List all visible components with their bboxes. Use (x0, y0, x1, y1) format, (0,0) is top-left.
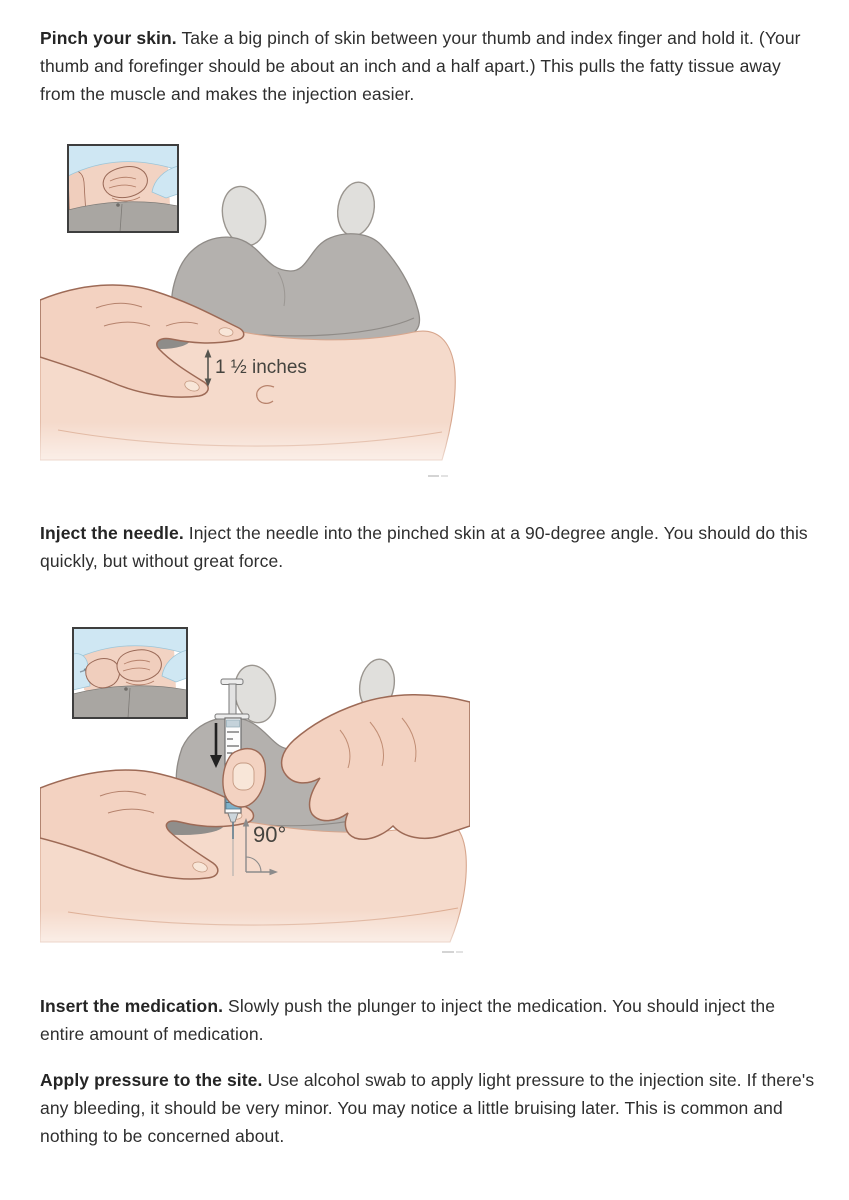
step-2-body: Inject the needle into the pinched skin at a 90-degree angle. You should do this quickly, but without great force. (40, 523, 808, 571)
step-apply-pressure (40, 1066, 815, 1150)
fade-overlay (40, 422, 460, 490)
figure-pinch-skin (40, 130, 460, 490)
step-3-body: Slowly push the plunger to inject the medication. You should inject the entire amount of medication. (40, 996, 776, 1044)
fade-overlay (40, 910, 470, 970)
figure-inject-needle (40, 610, 470, 970)
step-4-body: Use alcohol swab to apply light pressure to the injection site. If there's any bleeding, it should be very minor. You may notice a little bruising later. This is common and nothing to be concerned about. (40, 1070, 815, 1146)
angle-label: 90° (253, 822, 287, 847)
step-pinch-your-skin (40, 24, 815, 108)
watermark-mark (442, 951, 463, 953)
inset-inject-photo (73, 628, 187, 718)
watermark-mark (428, 475, 448, 477)
step-inject-the-needle (40, 519, 815, 575)
step-4-title: Apply pressure to the site. (40, 1070, 263, 1090)
step-3-title: Insert the medication. (40, 996, 224, 1016)
step-insert-the-medication (40, 992, 815, 1048)
step-1-title: Pinch your skin. (40, 28, 177, 48)
inset-pinch-photo (68, 145, 178, 232)
step-1-body: Take a big pinch of skin between your thumb and index finger and hold it. (Your thumb and forefinger should be about an inch and a half apart.) This pulls the fatty tissue away from the muscle and makes the injection easier. (40, 28, 801, 104)
step-2-title: Inject the needle. (40, 523, 184, 543)
pinch-width-label: 1 ½ inches (215, 357, 307, 378)
